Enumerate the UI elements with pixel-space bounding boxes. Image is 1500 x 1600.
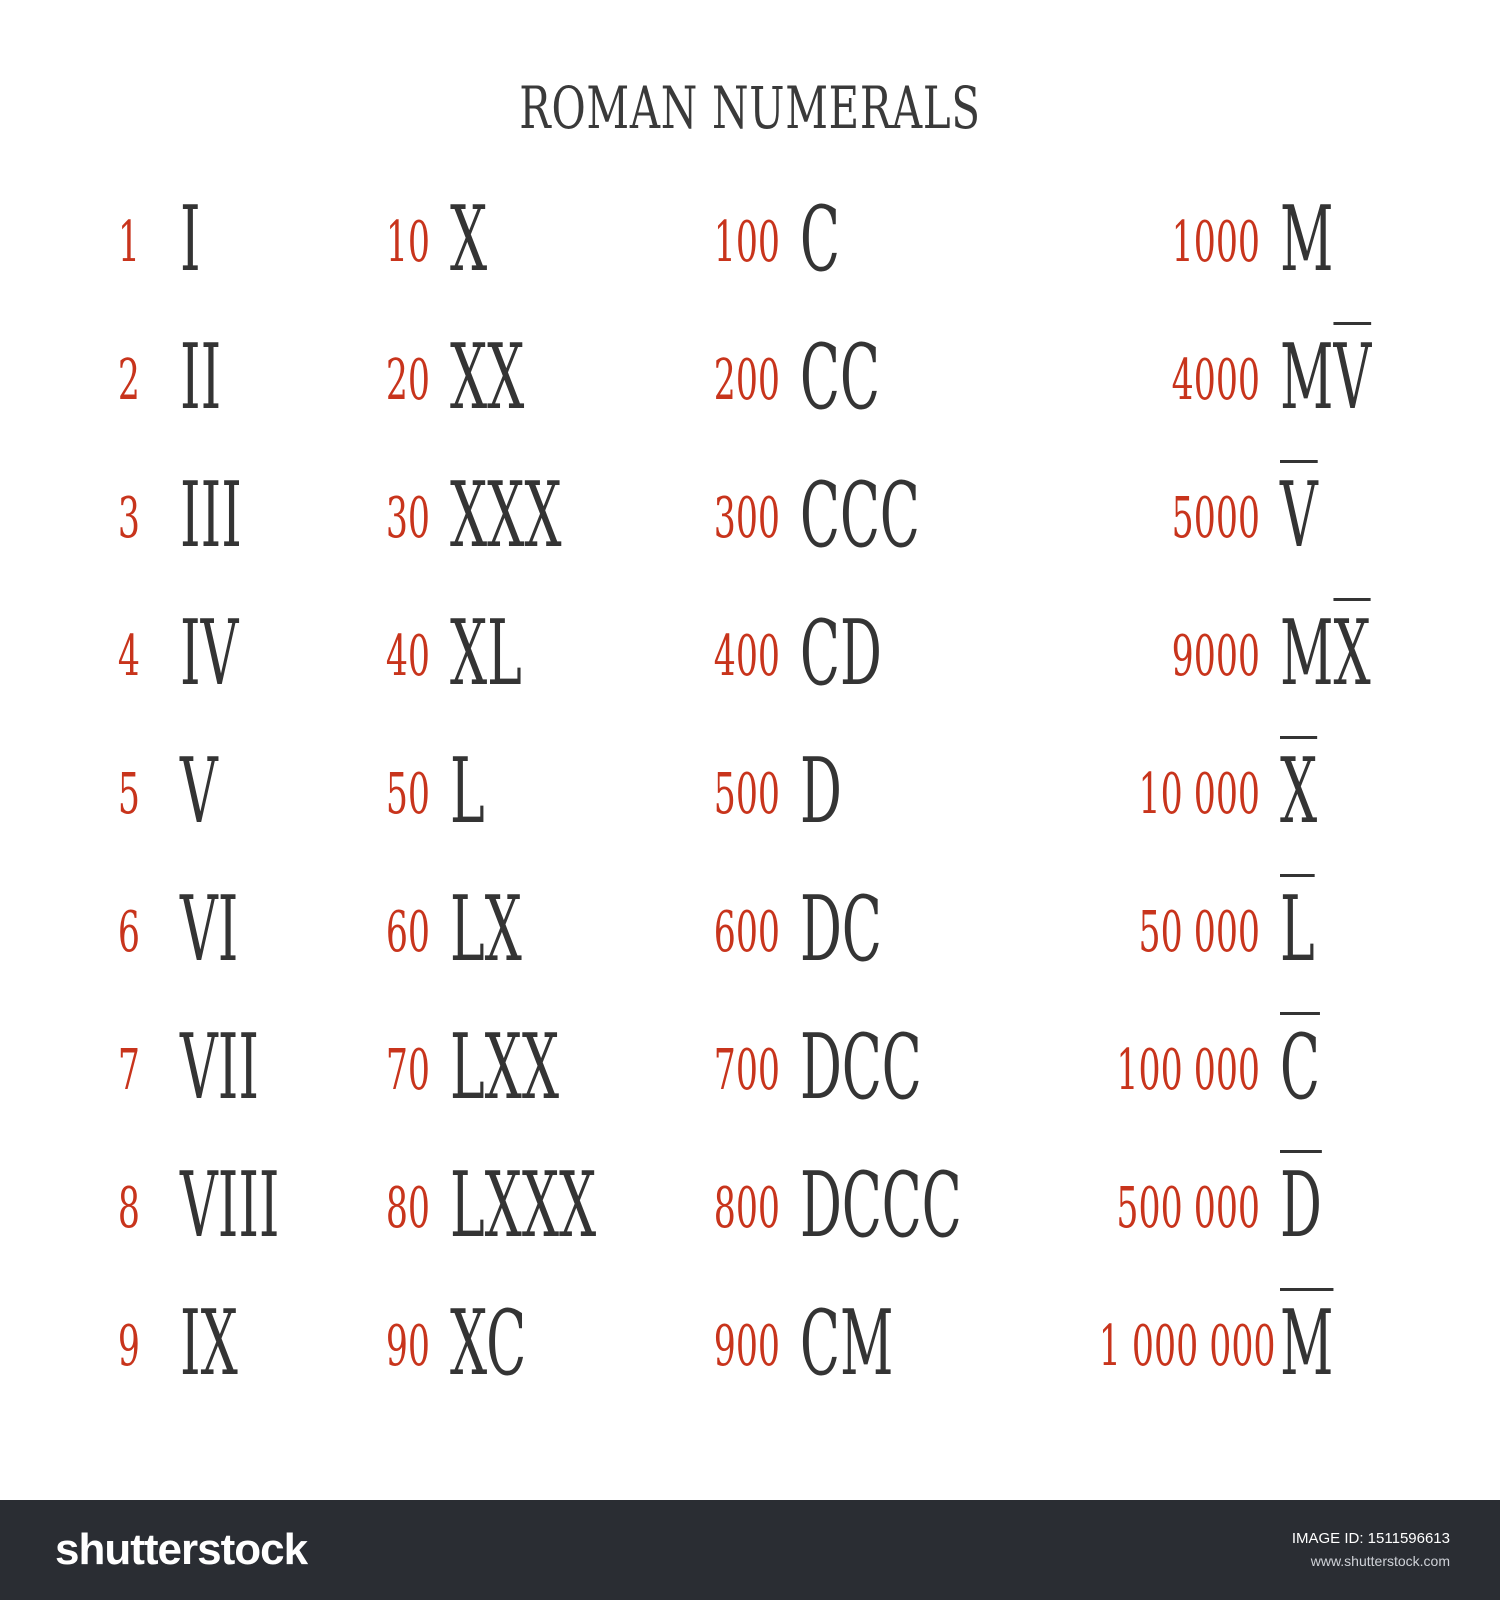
roman-numeral — [180, 877, 239, 982]
numeral-overlined-part: $\overline{V}$ — [1280, 463, 1318, 568]
arabic-number: 10 — [385, 210, 430, 275]
arabic-number: 1 000 000 — [1098, 1314, 1276, 1379]
numeral-row — [290, 739, 650, 852]
numeral-plain-part: M — [1280, 187, 1334, 292]
roman-numeral — [1280, 1153, 1322, 1258]
numeral-row — [640, 1015, 1000, 1128]
arabic-number: 40 — [385, 624, 430, 689]
arabic-number: 900 — [713, 1314, 780, 1379]
numeral-overlined-part: $\overline{D}$ — [1280, 1153, 1322, 1258]
roman-numeral — [450, 187, 488, 292]
arabic-number: 400 — [713, 624, 780, 689]
footer-bar — [0, 1500, 1500, 1600]
numeral-row — [290, 187, 650, 300]
numeral-row — [640, 877, 1000, 990]
numeral-row — [640, 325, 1000, 438]
arabic-number: 10 000 — [1138, 762, 1260, 827]
roman-numeral — [800, 1291, 894, 1396]
numeral-plain-part: DC — [800, 877, 882, 982]
numeral-plain-part: I — [180, 187, 201, 292]
roman-numeral — [800, 1153, 962, 1258]
numeral-overlined-part: $\overline{V}$ — [1333, 325, 1372, 430]
image-id-text: IMAGE ID: 1511596613 — [1291, 1530, 1450, 1547]
numeral-row — [1070, 187, 1430, 300]
numeral-row — [290, 325, 650, 438]
numeral-plain-part: VI — [180, 877, 239, 982]
numeral-plain-part: LX — [450, 877, 522, 982]
arabic-number: 60 — [385, 900, 430, 965]
roman-numeral — [800, 463, 920, 568]
numeral-plain-part: D — [800, 739, 842, 844]
arabic-number: 5000 — [1171, 486, 1260, 551]
roman-numeral — [1280, 187, 1334, 292]
roman-numeral — [1280, 1291, 1334, 1396]
numeral-plain-part: XXX — [450, 463, 562, 568]
numeral-plain-part: LXXX — [450, 1153, 597, 1258]
numeral-plain-part: CC — [800, 325, 880, 430]
roman-numeral — [450, 1153, 597, 1258]
numeral-row — [640, 739, 1000, 852]
arabic-number: 1000 — [1171, 210, 1260, 275]
arabic-number: 90 — [385, 1314, 430, 1379]
numeral-plain-part: VII — [180, 1015, 259, 1120]
numeral-plain-part: II — [180, 325, 222, 430]
roman-numeral — [1280, 325, 1372, 430]
numeral-overlined-part: $\overline{C}$ — [1280, 1015, 1320, 1120]
page-title: ROMAN NUMERALS — [519, 74, 981, 142]
roman-numeral — [800, 1015, 922, 1120]
numeral-row — [1070, 463, 1430, 576]
arabic-number: 600 — [713, 900, 780, 965]
numeral-row — [1070, 1153, 1430, 1266]
roman-numeral — [450, 463, 562, 568]
column-thousands — [1070, 187, 1430, 1440]
roman-numeral — [450, 739, 485, 844]
numeral-row — [1070, 739, 1430, 852]
numeral-row — [290, 1153, 650, 1266]
roman-numeral — [180, 463, 242, 568]
arabic-number: 4 — [117, 624, 140, 689]
roman-numeral — [450, 601, 522, 706]
arabic-number: 80 — [385, 1176, 430, 1241]
numeral-row — [1070, 601, 1430, 714]
arabic-number: 2 — [117, 348, 140, 413]
roman-numeral — [180, 1291, 238, 1396]
roman-numeral — [180, 1015, 259, 1120]
arabic-number: 20 — [385, 348, 430, 413]
numeral-plain-part: XL — [450, 601, 522, 706]
numeral-row — [290, 463, 650, 576]
arabic-number: 800 — [713, 1176, 780, 1241]
roman-numeral — [180, 1153, 280, 1258]
numeral-plain-part: CD — [800, 601, 882, 706]
numeral-plain-part: III — [180, 463, 242, 568]
arabic-number: 70 — [385, 1038, 430, 1103]
numeral-plain-part: CCC — [800, 463, 920, 568]
numeral-plain-part: XC — [450, 1291, 527, 1396]
roman-numeral — [1280, 1015, 1320, 1120]
roman-numeral — [800, 739, 842, 844]
arabic-number: 3 — [117, 486, 140, 551]
arabic-number: 100 — [713, 210, 780, 275]
numeral-row — [640, 187, 1000, 300]
numeral-plain-part: IV — [180, 601, 239, 706]
site-url-text: www.shutterstock.com — [1310, 1553, 1450, 1569]
numeral-row — [290, 877, 650, 990]
numeral-row — [290, 1291, 650, 1404]
arabic-number: 6 — [117, 900, 140, 965]
roman-numeral — [1280, 463, 1318, 568]
numeral-overlined-part: $\overline{X}$ — [1333, 601, 1371, 706]
roman-numeral — [180, 187, 201, 292]
numeral-row — [640, 1153, 1000, 1266]
numeral-row — [1070, 325, 1430, 438]
roman-numeral — [1280, 877, 1315, 982]
arabic-number: 300 — [713, 486, 780, 551]
arabic-number: 50 — [385, 762, 430, 827]
roman-numeral — [180, 739, 218, 844]
numeral-row — [290, 601, 650, 714]
roman-numeral — [180, 601, 239, 706]
arabic-number: 100 000 — [1116, 1038, 1260, 1103]
numeral-row — [1070, 1291, 1430, 1404]
numeral-plain-part: XX — [450, 325, 525, 430]
numeral-plain-part: M — [1280, 601, 1334, 706]
numeral-row — [290, 1015, 650, 1128]
roman-numeral — [450, 325, 525, 430]
roman-numeral — [800, 877, 882, 982]
numeral-plain-part: VIII — [180, 1153, 280, 1258]
roman-numeral — [800, 325, 880, 430]
arabic-number: 1 — [117, 210, 140, 275]
arabic-number: 50 000 — [1138, 900, 1260, 965]
numeral-row — [1070, 1015, 1430, 1128]
numeral-row — [640, 463, 1000, 576]
numeral-overlined-part: $\overline{M}$ — [1280, 1291, 1334, 1396]
numeral-overlined-part: $\overline{L}$ — [1280, 877, 1315, 982]
arabic-number: 500 000 — [1116, 1176, 1260, 1241]
arabic-number: 9000 — [1171, 624, 1260, 689]
numeral-plain-part: X — [450, 187, 488, 292]
numeral-plain-part: DCCC — [800, 1153, 962, 1258]
roman-numeral — [800, 187, 840, 292]
roman-numeral — [180, 325, 222, 430]
column-tens — [290, 187, 650, 1440]
numeral-row — [640, 1291, 1000, 1404]
roman-numeral — [450, 1291, 527, 1396]
arabic-number: 5 — [117, 762, 140, 827]
arabic-number: 500 — [713, 762, 780, 827]
roman-numeral — [800, 601, 882, 706]
roman-numeral — [1280, 601, 1371, 706]
numeral-row — [640, 601, 1000, 714]
numeral-plain-part: C — [800, 187, 840, 292]
numeral-plain-part: CM — [800, 1291, 894, 1396]
numeral-row — [1070, 877, 1430, 990]
column-hundreds — [640, 187, 1000, 1440]
arabic-number: 200 — [713, 348, 780, 413]
numeral-plain-part: LXX — [450, 1015, 559, 1120]
numeral-plain-part: L — [450, 739, 485, 844]
brand-logo: shutterstock — [55, 1525, 308, 1574]
numeral-plain-part: DCC — [800, 1015, 922, 1120]
numeral-overlined-part: $\overline{X}$ — [1280, 739, 1318, 844]
numeral-plain-part: IX — [180, 1291, 238, 1396]
arabic-number: 4000 — [1171, 348, 1260, 413]
roman-numeral — [450, 877, 522, 982]
roman-numeral — [450, 1015, 559, 1120]
numeral-plain-part: V — [180, 739, 218, 844]
arabic-number: 9 — [117, 1314, 140, 1379]
roman-numeral — [1280, 739, 1318, 844]
arabic-number: 30 — [385, 486, 430, 551]
numeral-plain-part: M — [1280, 325, 1334, 430]
arabic-number: 7 — [117, 1038, 140, 1103]
image-meta — [1130, 1528, 1450, 1572]
arabic-number: 8 — [117, 1176, 140, 1241]
arabic-number: 700 — [713, 1038, 780, 1103]
